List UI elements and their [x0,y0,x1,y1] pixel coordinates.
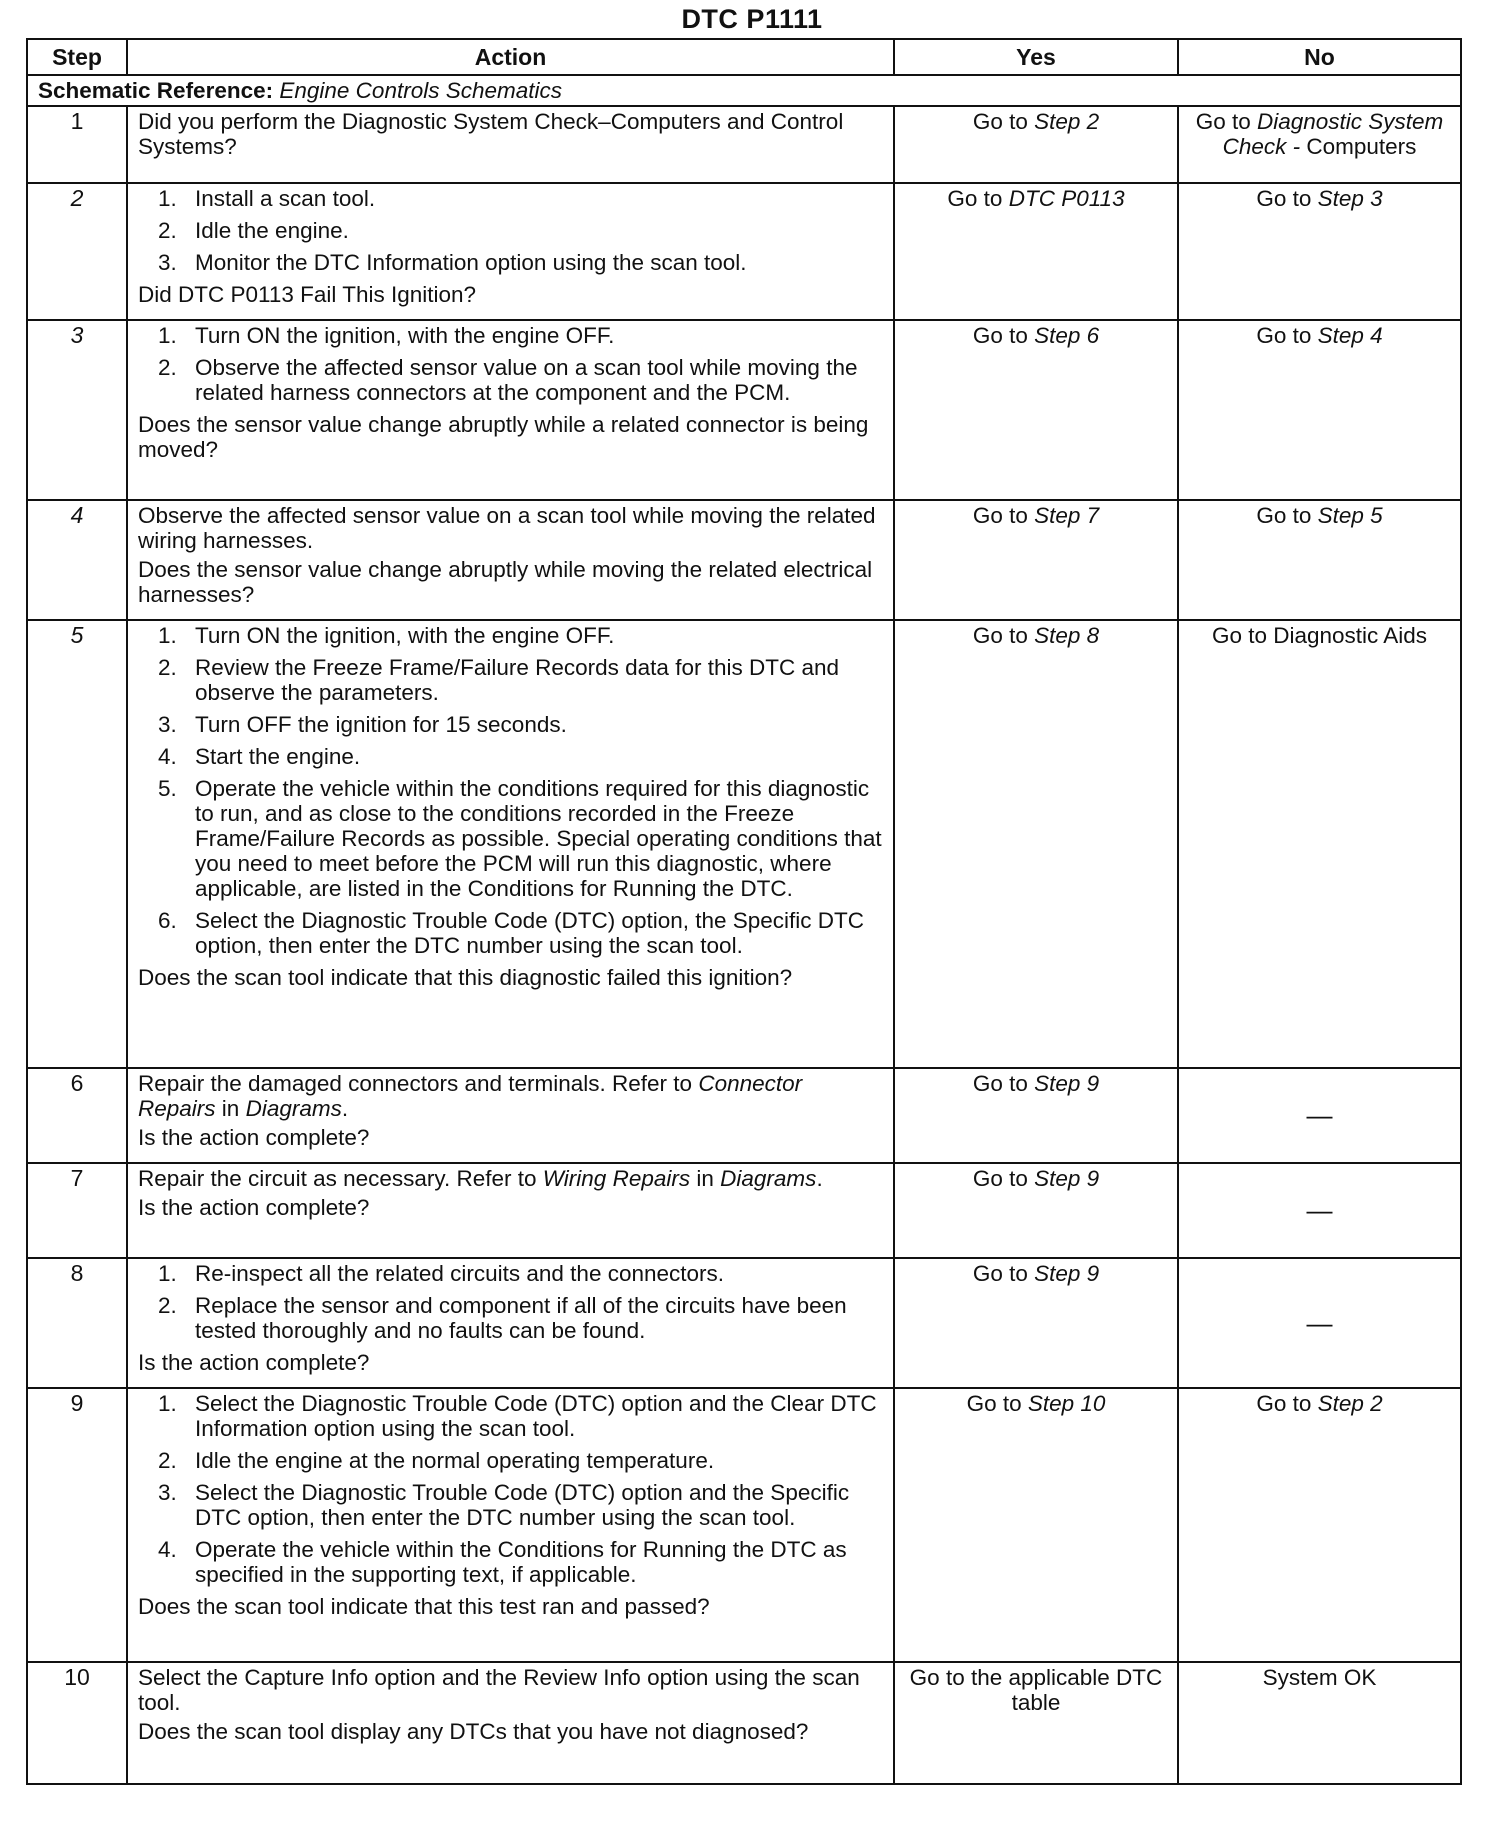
header-yes: Yes [894,39,1178,75]
yes-cell [894,1163,1178,1258]
yes-cell [894,183,1178,320]
no-suffix: Computers [1306,134,1417,159]
list-item: 1. Install a scan tool. [158,186,376,211]
table-row [27,320,1461,500]
action-question: Did you perform the Diagnostic System Check–Computers and Control Systems? [138,109,844,159]
no-target: Diagnostic System Check - [1222,109,1444,159]
no-cell [1178,1258,1461,1388]
table-row [27,1258,1461,1388]
yes-prefix: Go to [972,1261,1028,1286]
yes-cell [894,1068,1178,1163]
action-list [138,1391,883,1587]
no-prefix: Go to [1256,186,1312,211]
list-item: 1. Turn ON the ignition, with the engine OFF. [158,623,615,648]
no-cell [1178,1662,1461,1784]
no-cell [1178,1163,1461,1258]
action-cell [127,320,894,500]
yes-prefix: Go to [947,186,1003,211]
no-cell [1178,320,1461,500]
yes-text: Go to the applicable DTC table [909,1665,1163,1715]
step-number: 1 [27,106,127,183]
step-number: 10 [27,1662,127,1784]
no-text: — [1306,1100,1333,1130]
action-question: Does the scan tool indicate that this test ran and passed? [138,1594,710,1619]
list-item: 3. Select the Diagnostic Trouble Code (DTC) option and the Specific DTC option, then enter the DTC number using the scan tool. [158,1480,850,1530]
no-text: — [1306,1195,1333,1225]
action-cell [127,1258,894,1388]
yes-cell [894,1662,1178,1784]
yes-target: DTC P0113 [1008,186,1125,211]
yes-target: Step 10 [1027,1391,1106,1416]
step-number: 2 [27,183,127,320]
list-item: 6. Select the Diagnostic Trouble Code (DTC) option, the Specific DTC option, then enter the DTC number using the scan tool. [158,908,865,958]
page-title: DTC P1111 [681,4,823,34]
action-text: Select the Capture Info option and the Review Info option using the scan tool. [138,1665,860,1715]
step-number: 3 [27,320,127,500]
no-cell [1178,183,1461,320]
no-text: Go to Diagnostic Aids [1211,623,1428,648]
yes-target: Step 9 [1034,1261,1100,1286]
yes-prefix: Go to [972,623,1028,648]
list-item: 1. Re-inspect all the related circuits and the connectors. [158,1261,725,1286]
list-item: 4. Operate the vehicle within the Conditions for Running the DTC as specified in the supporting text, if applicable. [158,1537,847,1587]
yes-cell [894,500,1178,620]
list-item: 2. Observe the affected sensor value on a scan tool while moving the related harness connectors at the component and the PCM. [158,355,858,405]
no-text: System OK [1262,1665,1377,1690]
action-cell [127,183,894,320]
header-action: Action [127,39,894,75]
list-item: 2. Replace the sensor and component if all of the circuits have been tested thoroughly and no faults can be found. [158,1293,847,1343]
action-list [138,1261,883,1343]
step-number: 8 [27,1258,127,1388]
action-cell [127,1068,894,1163]
yes-prefix: Go to [972,323,1028,348]
action-list [138,623,883,958]
list-item: 1. Turn ON the ignition, with the engine OFF. [158,323,615,348]
table-row [27,1163,1461,1258]
step-number: 9 [27,1388,127,1662]
list-item: 2. Idle the engine. [158,218,349,243]
no-prefix: Go to [1195,109,1251,134]
no-text: — [1306,1307,1333,1338]
yes-cell [894,320,1178,500]
action-cell [127,1163,894,1258]
action-text: Repair the circuit as necessary. Refer to Wiring Repairs in Diagrams. [138,1166,823,1191]
yes-prefix: Go to [972,503,1028,528]
header-row [27,39,1461,75]
yes-cell [894,1258,1178,1388]
schematic-label: Schematic Reference: [38,78,274,103]
yes-prefix: Go to [972,1071,1028,1096]
table-row [27,1068,1461,1163]
yes-target: Step 9 [1034,1166,1100,1191]
table-row [27,106,1461,183]
yes-prefix: Go to [972,109,1028,134]
table-row [27,1662,1461,1784]
yes-cell [894,1388,1178,1662]
yes-prefix: Go to [966,1391,1022,1416]
list-item: 2. Idle the engine at the normal operating temperature. [158,1448,715,1473]
action-question: Does the scan tool indicate that this diagnostic failed this ignition? [138,965,793,990]
yes-target: Step 7 [1034,503,1100,528]
action-list [138,323,883,405]
schematic-row [27,75,1461,106]
list-item: 5. Operate the vehicle within the conditions required for this diagnostic to run, and as close to the conditions recorded in the Freeze Frame/Failure Records as possible. Special operating conditions that you need to meet before the PCM will run this diagnostic, where applicable, are listed in the Conditions for Running the DTC. [158,776,882,901]
schematic-value: Engine Controls Schematics [279,78,563,103]
no-target: Step 4 [1317,323,1383,348]
step-number: 7 [27,1163,127,1258]
no-cell [1178,1068,1461,1163]
list-item: 4. Start the engine. [158,744,361,769]
list-item: 3. Turn OFF the ignition for 15 seconds. [158,712,567,737]
action-question: Does the sensor value change abruptly while a related connector is being moved? [138,412,869,462]
list-item: 2. Review the Freeze Frame/Failure Records data for this DTC and observe the parameters. [158,655,839,705]
action-question: Did DTC P0113 Fail This Ignition? [138,282,477,307]
yes-cell [894,106,1178,183]
action-cell [127,620,894,1068]
no-cell [1178,500,1461,620]
yes-prefix: Go to [972,1166,1028,1191]
action-cell [127,1388,894,1662]
header-no: No [1178,39,1461,75]
action-cell [127,106,894,183]
action-question: Does the scan tool display any DTCs that you have not diagnosed? [138,1719,809,1744]
diagnostic-table [26,38,1462,1785]
no-cell [1178,106,1461,183]
table-row [27,500,1461,620]
action-question: Is the action complete? [138,1350,370,1375]
action-question: Does the sensor value change abruptly while moving the related electrical harnesses? [138,557,873,607]
no-target: Step 5 [1317,503,1383,528]
table-row [27,620,1461,1068]
yes-target: Step 2 [1034,109,1100,134]
action-cell [127,1662,894,1784]
no-prefix: Go to [1256,503,1312,528]
no-prefix: Go to [1256,1391,1312,1416]
step-number: 6 [27,1068,127,1163]
action-text: Observe the affected sensor value on a scan tool while moving the related wiring harnesses. [138,503,876,553]
step-number: 4 [27,500,127,620]
header-step: Step [27,39,127,75]
list-item: 3. Monitor the DTC Information option using the scan tool. [158,250,747,275]
yes-target: Step 8 [1034,623,1100,648]
action-question: Is the action complete? [138,1195,370,1220]
action-question: Is the action complete? [138,1125,370,1150]
action-text: Repair the damaged connectors and terminals. Refer to Connector Repairs in Diagrams. [138,1071,803,1121]
yes-target: Step 9 [1034,1071,1100,1096]
step-number: 5 [27,620,127,1068]
no-target: Step 3 [1317,186,1383,211]
action-list [138,186,883,275]
table-row [27,183,1461,320]
schematic-reference [27,75,1461,106]
no-cell [1178,620,1461,1068]
no-cell [1178,1388,1461,1662]
yes-target: Step 6 [1034,323,1100,348]
action-cell [127,500,894,620]
list-item: 1. Select the Diagnostic Trouble Code (DTC) option and the Clear DTC Information option using the scan tool. [158,1391,877,1441]
no-prefix: Go to [1256,323,1312,348]
table-row [27,1388,1461,1662]
no-target: Step 2 [1317,1391,1383,1416]
yes-cell [894,620,1178,1068]
